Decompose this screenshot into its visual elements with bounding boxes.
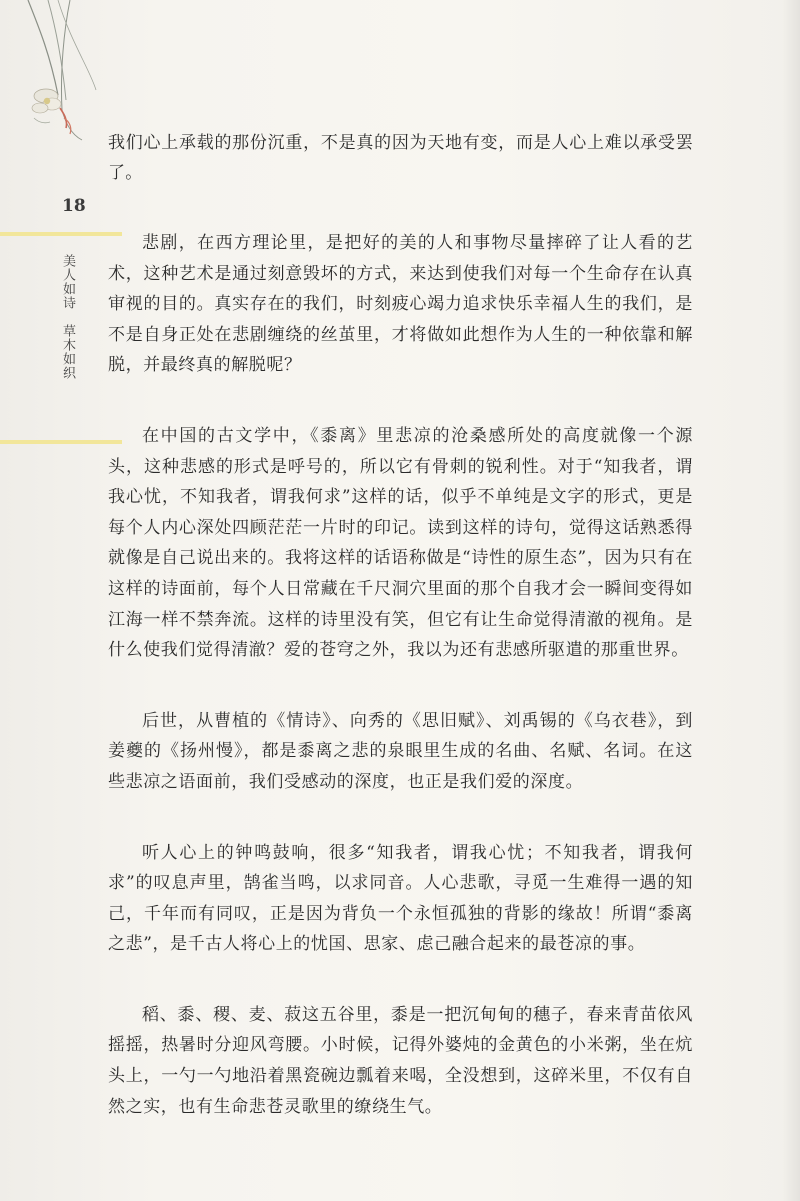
paragraph-tragedy: 悲剧，在西方理论里，是把好的美的人和事物尽量摔碎了让人看的艺术，这种艺术是通过刻意毁坏的方式，来达到使我们对每一个生命存在认真审视的目的。真实存在的我们，时刻疲心竭力追求快乐幸福人生的我们，是不是自身正处在悲剧缠绕的丝茧里，才将做如此想作为人生的一种依靠和解脱，并最终真的解脱呢？ — [108, 233, 693, 376]
body-text — [108, 128, 693, 1162]
paragraph-shuli: 在中国的古文学中，《黍离》里悲凉的沧桑感所处的高度就像一个源头，这种悲感的形式是呼号的，所以它有骨刺的锐利性。对于“知我者，谓我心忧，不知我者，谓我何求”这样的话，似乎不单纯是文字的形式，更是每个人内心深处四顾茫茫一片时的印记。读到这样的诗句，觉得这话熟悉得就像是自己说出来的。我将这样的话语称做是“诗性的原生态”，因为只有在这样的诗面前，每个人日常藏在千尺洞穴里面的那个自我才会一瞬间变得如江海一样不禁奔流。这样的诗里没有笑，但它有让生命觉得清澈的视角。是什么使我们觉得清澈？爱的苍穹之外，我以为还有悲感所驱遣的那重世界。 — [108, 425, 693, 661]
paragraph-bell-drum: 听人心上的钟鸣鼓响，很多“知我者，谓我心忧；不知我者，谓我何求”的叹息声里，鹄雀当鸣，以求同音。人心悲歌，寻觅一生难得一遇的知己，千年而有同叹，正是因为背负一个永恒孤独的背影的缘故！所谓“黍离之悲”，是千古人将心上的忧国、思家、虑己融合起来的最苍凉的事。 — [108, 842, 693, 955]
section-title-part2: 草木如织 — [60, 324, 75, 380]
continuation-line: 我们心上承载的那份沉重，不是真的因为天地有变，而是人心上难以承受罢了。 — [108, 133, 693, 183]
decorative-band-top — [0, 232, 122, 236]
running-section-title — [58, 254, 78, 380]
spine-shadow — [782, 0, 800, 1201]
paragraph-later-works: 后世，从曹植的《情诗》、向秀的《思旧赋》、刘禹锡的《乌衣巷》，到姜夔的《扬州慢》，都是黍离之悲的泉眼里生成的名曲、名赋、名词。在这些悲凉之语面前，我们受感动的深度，也正是我们爱的深度。 — [108, 710, 693, 792]
section-title-part1: 美人如诗 — [60, 254, 75, 310]
page-number: 18 — [62, 196, 86, 216]
decorative-band-bottom — [0, 440, 122, 444]
paragraph-five-grains: 稻、黍、稷、麦、菽这五谷里，黍是一把沉甸甸的穗子，春来青苗依风摇摇，热暑时分迎风弯腰。小时候，记得外婆炖的金黄色的小米粥，坐在炕头上，一勺一勺地沿着黑瓷碗边瓢着来喝，全没想到，这碎米里，不仅有自然之实，也有生命悲苍灵歌里的缭绕生气。 — [108, 1004, 693, 1117]
